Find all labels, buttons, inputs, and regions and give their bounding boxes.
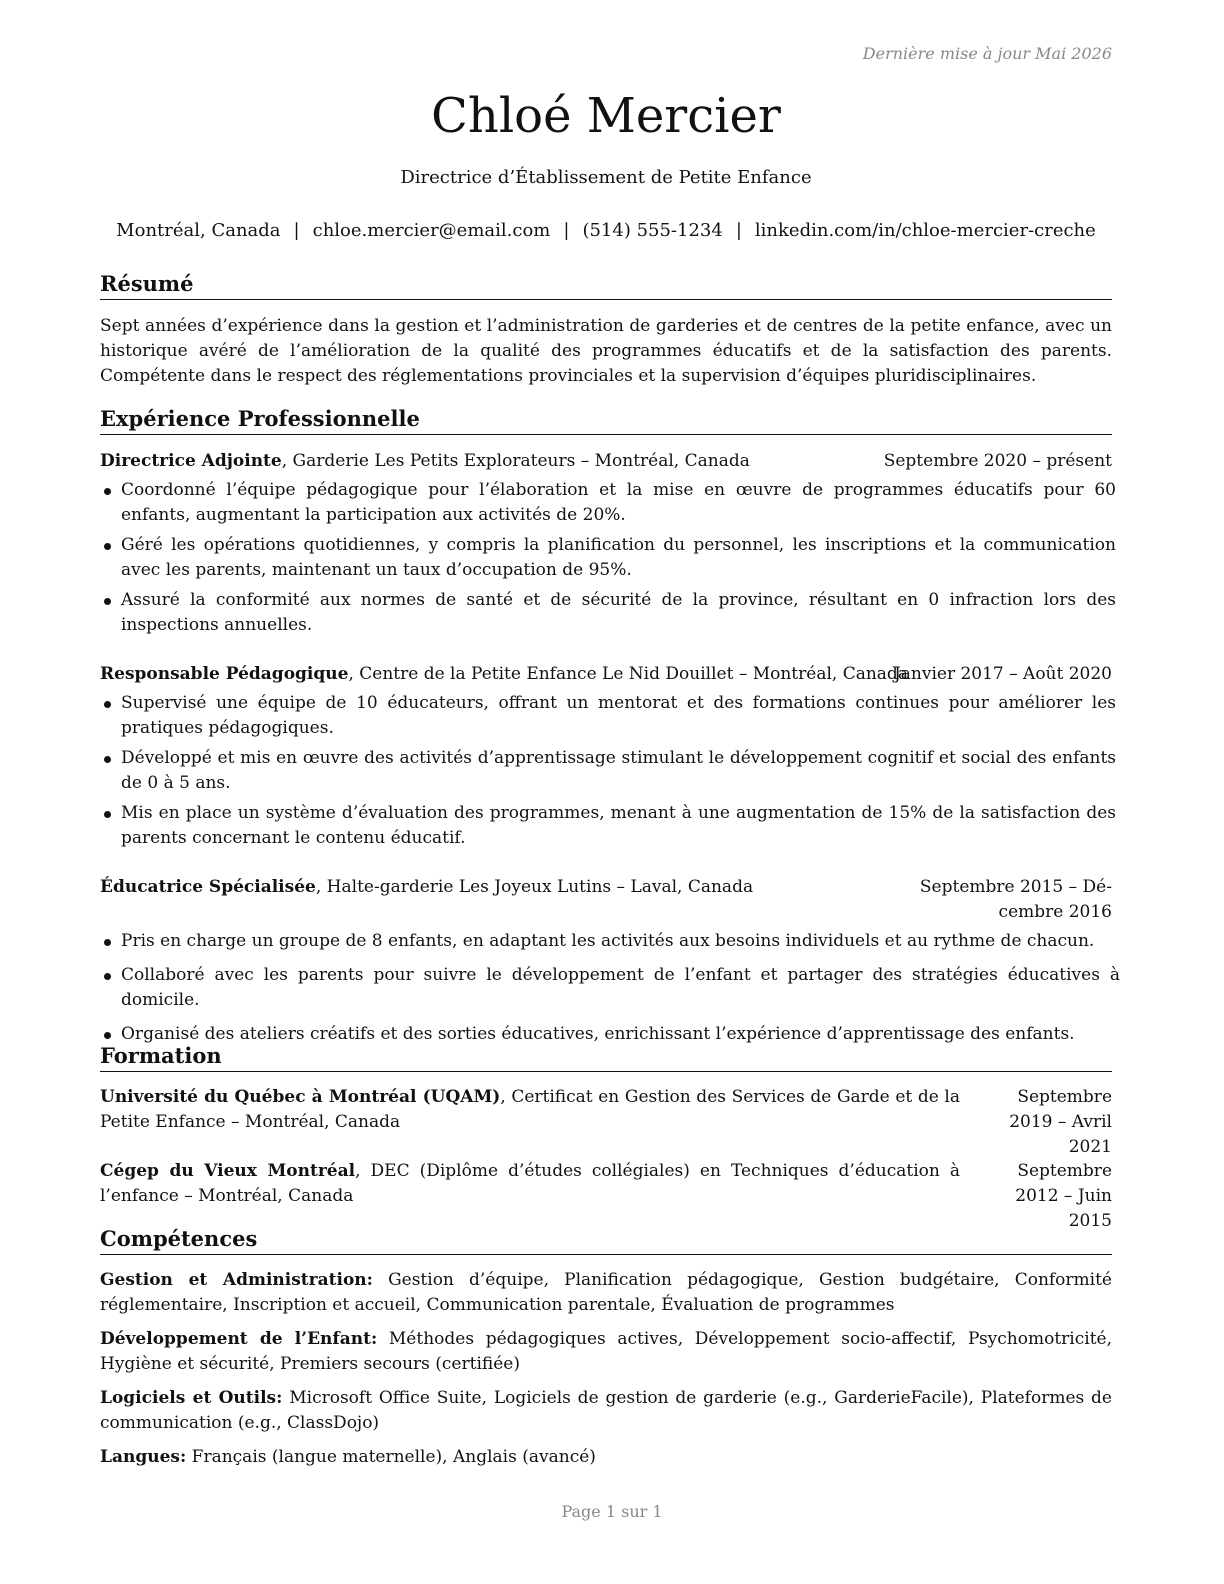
education-school: Cégep du Vieux Montréal [100, 1161, 356, 1181]
job-organization: , Garderie Les Petits Explorateurs – Montréal, Canada [281, 451, 750, 471]
contact-line [100, 219, 1112, 243]
job-dates-line: Septembre 2015 – Dé- [919, 877, 1112, 897]
page-number: Page 1 sur 1 [561, 1502, 663, 1521]
contact-linkedin[interactable]: linkedin.com/in/chloe-mercier-creche [754, 220, 1096, 241]
job-organization: , Centre de la Petite Enfance Le Nid Douillet – Montréal, Canada [348, 664, 908, 684]
job-bullets [100, 929, 1120, 1052]
education-entry [100, 1159, 1112, 1231]
contact-separator: | [563, 220, 570, 241]
job-role: Directrice Adjointe [100, 451, 282, 471]
skill-text: Méthodes pédagogiques actives, Développement socio-affectif, Psychomotricité, Hygiène et sécurité, Premiers secours (certifiée) [100, 1329, 1112, 1374]
contact-separator: | [293, 220, 300, 241]
job-dates [920, 875, 1112, 925]
summary-text: Sept années d’expérience dans la gestion et l’administration de garderies et de centres de la petite enfance, avec un historique avéré de l’amélioration de la qualité des programmes éducatifs et de la satisfaction des parents. Compétente dans le respect des réglementations provinciales et la supervision d’équipes pluridisciplinaires. [100, 316, 1112, 386]
job-role: Éducatrice Spécialisée [100, 877, 316, 897]
education-entry [100, 1085, 1112, 1157]
education-dates-line: 2015 [1068, 1211, 1112, 1231]
job-bullet: Coordonné l’équipe pédagogique pour l’élaboration et la mise en œuvre de programmes éducatifs pour 60 enfants, augmentant la participation aux activités de 20%. [100, 478, 1116, 528]
skill-text: Gestion d’équipe, Planification pédagogique, Gestion budgétaire, Conformité réglementaire, Inscription et accueil, Communication parentale, Évaluation de programmes [100, 1270, 1112, 1315]
education-heading: Formation [100, 1043, 1112, 1072]
job-organization: , Halte-garderie Les Joyeux Lutins – Laval, Canada [315, 877, 754, 897]
education-school: Université du Québec à Montréal (UQAM) [100, 1087, 501, 1107]
education-dates [972, 1085, 1112, 1160]
job-bullet: Géré les opérations quotidiennes, y compris la planification du personnel, les inscriptions et la communication avec les parents, maintenant un taux d’occupation de 95%. [100, 533, 1116, 583]
job-header [100, 875, 1112, 925]
education-dates-line: 2021 [1068, 1137, 1112, 1157]
education-dates [972, 1159, 1112, 1234]
experience-heading: Expérience Professionnelle [100, 406, 1112, 435]
skill-row [100, 1327, 1112, 1377]
job-dates-line: cembre 2016 [998, 902, 1112, 922]
job-bullets [100, 478, 1116, 643]
last-updated: Dernière mise à jour Mai 2026 [862, 44, 1112, 63]
skill-label: Logiciels et Outils: [100, 1388, 283, 1408]
contact-separator: | [735, 220, 742, 241]
skill-row [100, 1268, 1112, 1318]
contact-email[interactable]: chloe.mercier@email.com [312, 220, 551, 241]
candidate-title: Directrice d’Établissement de Petite Enfance [400, 167, 812, 188]
education-detail: , DEC (Diplôme d’études collégiales) en Techniques d’éducation à l’enfance – Montréal, Canada [100, 1161, 960, 1206]
education-dates-line: Septembre 2012 – Juin [1015, 1161, 1112, 1206]
skill-text: Microsoft Office Suite, Logiciels de gestion de garderie (e.g., GarderieFacile), Plateformes de communication (e.g., ClassDojo) [100, 1388, 1112, 1433]
education-detail: , Certificat en Gestion des Services de Garde et de la Petite Enfance – Montréal, Canada [100, 1087, 960, 1132]
job-bullets [100, 691, 1116, 856]
skills-heading: Compétences [100, 1226, 1112, 1255]
skill-label: Développement de l’Enfant: [100, 1329, 378, 1349]
job-bullet: Développé et mis en œuvre des activités d’apprentissage stimulant le développement cognitif et social des enfants de 0 à 5 ans. [100, 746, 1116, 796]
job-bullet: Assuré la conformité aux normes de santé et de sécurité de la province, résultant en 0 infraction lors des inspections annuelles. [100, 588, 1116, 638]
job-bullet: Pris en charge un groupe de 8 enfants, en adaptant les activités aux besoins individuels et au rythme de chacun. [100, 929, 1120, 954]
candidate-name: Chloé Mercier [431, 88, 781, 144]
skill-row [100, 1445, 1112, 1470]
job-role: Responsable Pédagogique [100, 664, 349, 684]
job-bullet: Collaboré avec les parents pour suivre le développement de l’enfant et partager des stratégies éducatives à domicile. [100, 963, 1120, 1013]
summary-heading: Résumé [100, 271, 1112, 300]
job-bullet: Supervisé une équipe de 10 éducateurs, offrant un mentorat et des formations continues pour améliorer les pratiques pédagogiques. [100, 691, 1116, 741]
skill-row [100, 1386, 1112, 1436]
skill-text: Français (langue maternelle), Anglais (avancé) [186, 1447, 596, 1467]
education-dates-line: Septembre 2019 – Avril [1009, 1087, 1112, 1132]
skill-label: Gestion et Administration: [100, 1270, 373, 1290]
job-bullet: Organisé des ateliers créatifs et des sorties éducatives, enrichissant l’expérience d’apprentissage des enfants. [100, 1022, 1120, 1047]
job-dates: Janvier 2017 – Août 2020 [893, 664, 1112, 684]
job-dates: Septembre 2020 – présent [883, 451, 1112, 471]
contact-phone: (514) 555-1234 [582, 220, 723, 241]
skill-label: Langues: [100, 1447, 187, 1467]
job-bullet: Mis en place un système d’évaluation des programmes, menant à une augmentation de 15% de la satisfaction des parents concernant le contenu éducatif. [100, 801, 1116, 851]
contact-location: Montréal, Canada [116, 220, 281, 241]
